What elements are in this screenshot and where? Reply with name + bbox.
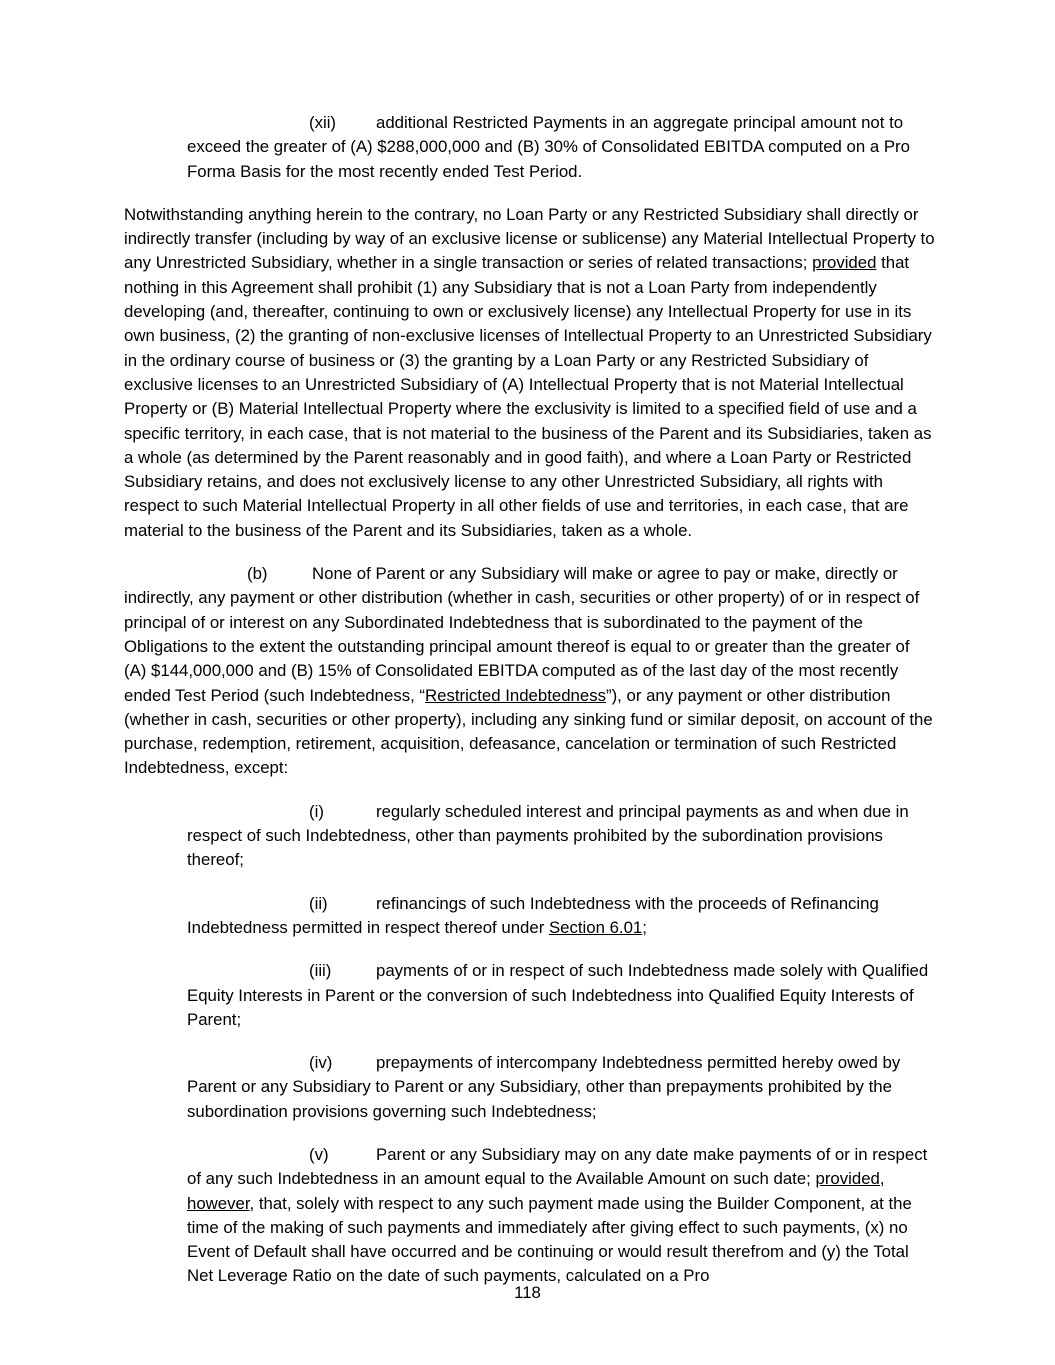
underlined-term-restricted-indebtedness: Restricted Indebtedness	[425, 685, 606, 705]
clause-ii	[187, 892, 936, 941]
clause-iii-text: payments of or in respect of such Indebtedness made solely with Qualified Equity Interests in Parent or the conversion of such Indebtedness into Qualified Equity Interests of Parent;	[187, 961, 929, 1029]
page-number: 118	[514, 1282, 541, 1302]
paragraph-notwithstanding	[124, 203, 936, 543]
clause-xii-text: additional Restricted Payments in an aggregate principal amount not to exceed the greater of (A) $288,000,000 and (B) 30% of Consolidated EBITDA computed on a Pro Forma Basis for the most recently ended Test Period.	[187, 113, 910, 181]
text-run: refinancings of such Indebtedness with the proceeds of Refinancing Indebtedness permitted in respect thereof under	[187, 893, 879, 937]
clause-v-number: (v)	[309, 1144, 329, 1164]
clause-xii	[187, 111, 936, 184]
text-run: ;	[642, 917, 647, 937]
text-run: Parent or any Subsidiary may on any date make payments of or in respect of any such Indebtedness in an amount equal to the Available Amount on such date;	[187, 1144, 928, 1189]
underlined-section-reference: Section 6.01	[548, 917, 643, 937]
text-run: ,	[879, 1169, 885, 1189]
underlined-term-provided: provided	[815, 1169, 880, 1189]
text-run: Notwithstanding anything herein to the contrary, no Loan Party or any Restricted Subsidiary shall directly or indirectly transfer (including by way of an exclusive license or sublicense) any Material Intellectual Property to any Unrestricted Subsidiary, whether in a single transaction or series of related transactions;	[124, 204, 935, 273]
text-run: None of Parent or any Subsidiary will make or agree to pay or make, directly or indirectly, any payment or other distribution (whether in cash, securities or other property) of or in respect of principal of or interest on any Subordinated Indebtedness that is subordinated to the payment of the Obligations to the extent the outstanding principal amount thereof is equal to or greater than the greater of (A) $144,000,000 and (B) 15% of Consolidated EBITDA computed as of the last day of the most recently ended Test Period (such Indebtedness, “	[124, 564, 920, 705]
clause-i-number: (i)	[309, 801, 324, 821]
clause-i	[187, 800, 936, 873]
text-run: ”), or any payment or other distribution (whether in cash, securities or other property), including any sinking fund or similar deposit, on account of the purchase, redemption, retirement, acquisition, defeasance, cancelation or termination of such Restricted Indebtedness, except:	[124, 685, 933, 778]
clause-iv-number: (iv)	[309, 1053, 333, 1073]
clause-iii	[187, 959, 936, 1032]
clause-iv-text: prepayments of intercompany Indebtedness permitted hereby owed by Parent or any Subsidiary to Parent or any Subsidiary, other than prepayments prohibited by the subordination provisions governing such Indebtedness;	[187, 1053, 901, 1121]
text-run: , that, solely with respect to any such payment made using the Builder Component, at the time of the making of such payments and immediately after giving effect to such payments, (x) no Event of Default shall have occurred and be continuing or would result therefrom and (y) the Total Net Leverage Ratio on the date of such payments, calculated on a Pro	[187, 1193, 912, 1286]
clause-iii-number: (iii)	[309, 961, 332, 981]
underlined-term-however: however	[187, 1193, 250, 1213]
text-run: that nothing in this Agreement shall prohibit (1) any Subsidiary that is not a Loan Party from independently developing (and, thereafter, continuing to own or exclusively license) any Intellectual Property for use in its own business, (2) the granting of non-exclusive licenses of Intellectual Property to an Unrestricted Subsidiary in the ordinary course of business or (3) the granting by a Loan Party or any Restricted Subsidiary of exclusive licenses to an Unrestricted Subsidiary of (A) Intellectual Property that is not Material Intellectual Property or (B) Material Intellectual Property where the exclusivity is limited to a specified field of use and a specific territory, in each case, that is not material to the business of the Parent and its Subsidiaries, taken as a whole (as determined by the Parent reasonably and in good faith), and where a Loan Party or Restricted Subsidiary retains, and does not exclusively license to any other Unrestricted Subsidiary, all rights with respect to such Material Intellectual Property in all other fields of use and territories, in each case, that are material to the business of the Parent and its Subsidiaries, taken as a whole.	[124, 253, 932, 540]
underlined-term-provided: provided	[812, 253, 877, 273]
clause-ii-number: (ii)	[309, 893, 328, 913]
clause-iv	[187, 1051, 936, 1124]
paragraph-b-number: (b)	[247, 564, 268, 584]
clause-i-text: regularly scheduled interest and principal payments as and when due in respect of such Indebtedness, other than payments prohibited by the subordination provisions thereof;	[187, 801, 909, 870]
clause-xii-number: (xii)	[309, 113, 337, 132]
paragraph-b	[124, 562, 936, 781]
clause-v	[187, 1143, 936, 1289]
